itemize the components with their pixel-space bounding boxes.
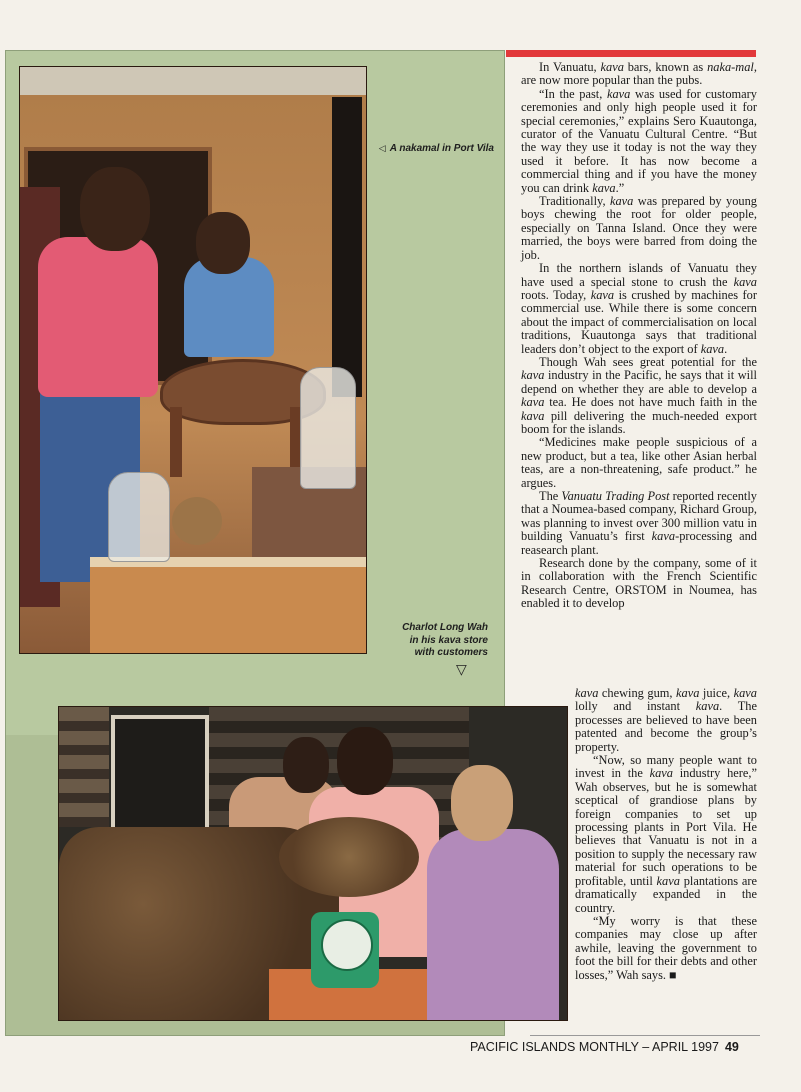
bowl-leg (170, 407, 182, 477)
counter (90, 557, 366, 654)
caption-nakamal-text: A nakamal in Port Vila (389, 143, 494, 154)
kava-root-bundle (279, 817, 419, 897)
coconut-shell (172, 497, 222, 545)
customer-head (283, 737, 329, 793)
paragraph: Research done by the company, some of it in collaboration with the French Scientific Research Centre, ORSTOM in Noumea, has enabled it to develop (521, 556, 757, 611)
caption-arrow-down-icon: ▽ (456, 662, 467, 678)
photo-kava-store (58, 706, 568, 1021)
glass-bottle (108, 472, 170, 562)
photo-nakamal (19, 66, 367, 654)
accent-bar (506, 50, 756, 57)
paragraph: Traditionally, kava was prepared by young boys chewing the root for older people, especially on Tanna Island. Once they were married, the boys were barred from doing the job. (521, 194, 757, 262)
article-column-top (521, 61, 757, 611)
paragraph: “Now, so many people want to invest in the kava industry here,” Wah observes, but he is somewhat sceptical of grandiose plans by foreign companies to set up processing plants in Port Vila. He believes that Vanuatu is not in a position to supply the necessary raw material for such operations to be profitable, until kava plantations are dramatically expanded in the country. (575, 753, 757, 915)
article-column-bottom (575, 687, 757, 982)
customer-head (337, 727, 393, 795)
paragraph: “Medicines make people suspicious of a new product, but a tea, like other Asian herbal teas, are a non-threatening, safe product.” he argues. (521, 435, 757, 490)
page-footer (470, 1040, 760, 1054)
paragraph: “My worry is that these companies may close up after awhile, leaving the government to foot the bill for their debts and other losses,” Wah says. ■ (575, 913, 757, 982)
window (332, 97, 362, 397)
page-number: 49 (724, 1040, 739, 1054)
paragraph: “In the past, kava was used for customary ceremonies and only high people used it for special ceremonies,” explains Sero Kuautonga, curator of the Vanuatu Cultural Centre. “But the way they use it today is not the way they used it before. It has now become a commercial thing and if you have the money you can drink kava.” (521, 86, 757, 195)
paragraph: The Vanuatu Trading Post reported recently that a Noumea-based company, Richard Group, was planning to invest over 300 million vatu in building Vanuatu’s first kava-processing and reasearch plant. (521, 489, 757, 557)
end-mark-icon: ■ (669, 967, 677, 982)
charlot-long-wah (427, 829, 559, 1020)
caption-store-line: with customers (414, 647, 488, 658)
caption-store-line: in his kava store (409, 634, 488, 646)
publication-line: PACIFIC ISLANDS MONTHLY – APRIL 1997 (470, 1040, 719, 1054)
paragraph: In the northern islands of Vanuatu they have used a special stone to crush the kava roots. Today, kava is crushed by machines for commercial use. While there is some concern about the impact of commercialisation on local traditions, Kuautonga says that traditional leaders don’t object to the export of kava. (521, 261, 757, 356)
glass-bottle (300, 367, 356, 489)
person-pink-shirt (38, 237, 158, 397)
charlot-long-wah-head (451, 765, 513, 841)
person-blue-shirt-head (196, 212, 250, 274)
paragraph: In Vanuatu, kava bars, known as naka-mal, are now more popular than the pubs. (521, 60, 757, 88)
paragraph-continued: kava chewing gum, kava juice, kava lolly and instant kava. The processes are believed to have been patented and become the group’s property. (575, 686, 757, 754)
caption-store-line: Charlot Long Wah (402, 622, 488, 633)
footer-rule (530, 1035, 760, 1036)
caption-nakamal (372, 142, 494, 156)
person-pink-shirt-head (80, 167, 150, 251)
caption-arrow-left-icon: ◁ (378, 143, 386, 153)
scale-dial (321, 919, 373, 971)
paragraph: Though Wah sees great potential for the kava industry in the Pacific, he says that it will depend on whether they are able to develop a kava tea. He does not have much faith in the kava pill delivering the much-needed export boom for the islands. (521, 354, 757, 436)
caption-store (382, 622, 488, 660)
store-shelf (59, 707, 109, 827)
